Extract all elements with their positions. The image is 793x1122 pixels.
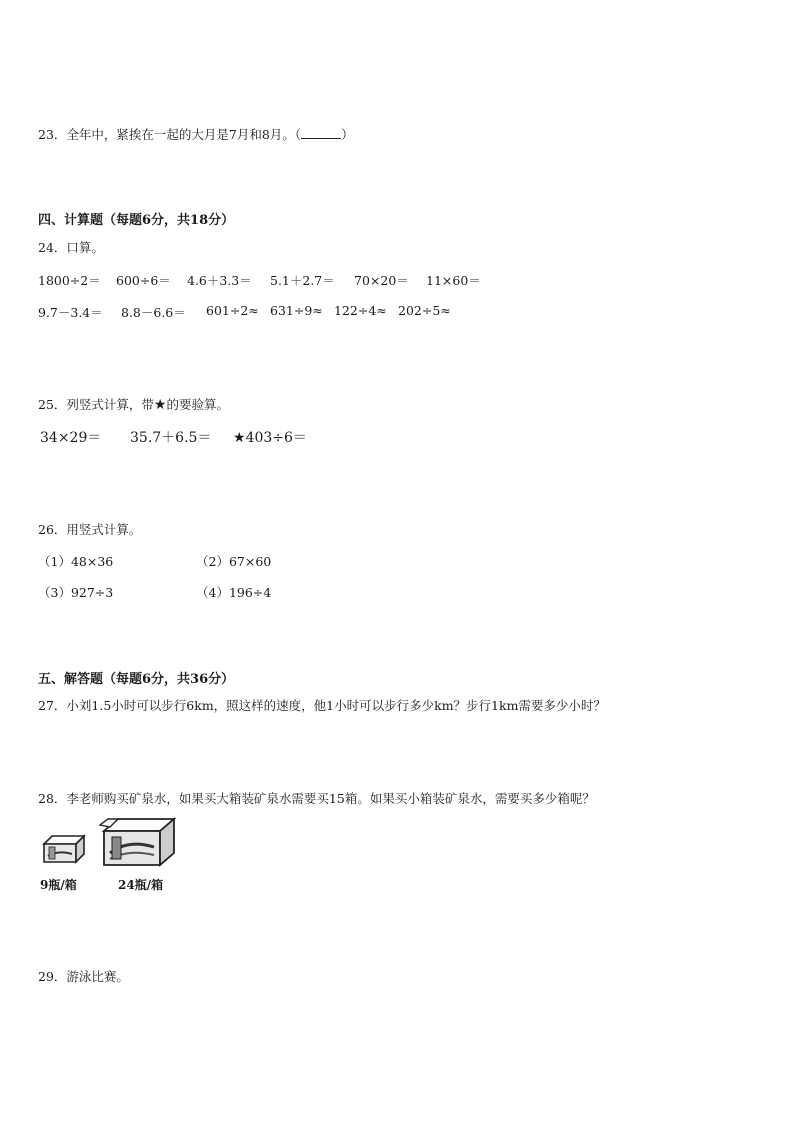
question-26-title: 26．用竖式计算。: [38, 522, 142, 537]
oral-calc-row-2: [38, 303, 458, 321]
oral-calc-item: 600÷6＝: [116, 273, 171, 288]
vertical-calc-item: （1）48×36: [38, 554, 114, 569]
question-29: 29．游泳比赛。: [38, 969, 129, 984]
vertical-calc-item: （3）927÷3: [38, 585, 114, 600]
small-water-box-icon: [40, 832, 90, 868]
question-25-title: [38, 397, 229, 414]
oral-calc-item: 9.7－3.4＝: [38, 305, 103, 320]
large-water-box-icon: [98, 815, 178, 869]
oral-calc-item: 122÷4≈: [334, 303, 387, 318]
oral-calc-item: 8.8－6.6＝: [121, 305, 186, 320]
question-24-title: 24．口算。: [38, 240, 104, 255]
question-23-close: ）: [341, 127, 354, 142]
section-4-title: 四、计算题（每题6分，共18分）: [38, 213, 235, 228]
section-5-title: 五、解答题（每题6分，共36分）: [38, 672, 235, 687]
oral-calc-item: 4.6＋3.3＝: [187, 273, 252, 288]
vertical-calc-item: 35.7＋6.5＝: [130, 430, 212, 446]
vertical-calc-item: 34×29＝: [40, 430, 102, 446]
question-28: 28．李老师购买矿泉水，如果买大箱装矿泉水需要买15箱。如果买小箱装矿泉水，需要买多少箱呢？: [38, 791, 595, 806]
oral-calc-item: 631÷9≈: [270, 303, 323, 318]
oral-calc-item: 5.1＋2.7＝: [270, 273, 335, 288]
question-25-prefix: 25．列竖式计算，带: [38, 397, 154, 412]
oral-calc-item: 1800÷2＝: [38, 273, 101, 288]
star-icon: ★: [153, 397, 167, 413]
small-box-label: 9瓶/箱: [40, 878, 77, 892]
answer-blank[interactable]: [301, 126, 341, 139]
vertical-calc-row-1: [38, 552, 316, 570]
vertical-calc-item: （2）67×60: [196, 554, 272, 569]
vertical-calc-item: 403÷6＝: [245, 430, 307, 446]
question-23-text: 23．全年中，紧挨在一起的大月是7月和8月。（: [38, 127, 302, 142]
question-25-suffix: 的要验算。: [166, 397, 229, 412]
oral-calc-item: 202÷5≈: [398, 303, 451, 318]
oral-calc-item: 70×20＝: [354, 273, 409, 288]
star-icon: ★: [233, 430, 246, 446]
question-27: 27．小刘1.5小时可以步行6km，照这样的速度，他1小时可以步行多少km？步行1km需要多少小时？: [38, 698, 606, 713]
oral-calc-row-1: [38, 271, 486, 289]
large-box-label: 24瓶/箱: [118, 878, 164, 892]
oral-calc-item: 601÷2≈: [206, 303, 259, 318]
vertical-calc-item: （4）196÷4: [196, 585, 272, 600]
oral-calc-item: 11×60＝: [426, 273, 481, 288]
question-23: [38, 126, 354, 142]
vertical-calc-row: [40, 427, 323, 447]
vertical-calc-row-2: [38, 583, 316, 601]
